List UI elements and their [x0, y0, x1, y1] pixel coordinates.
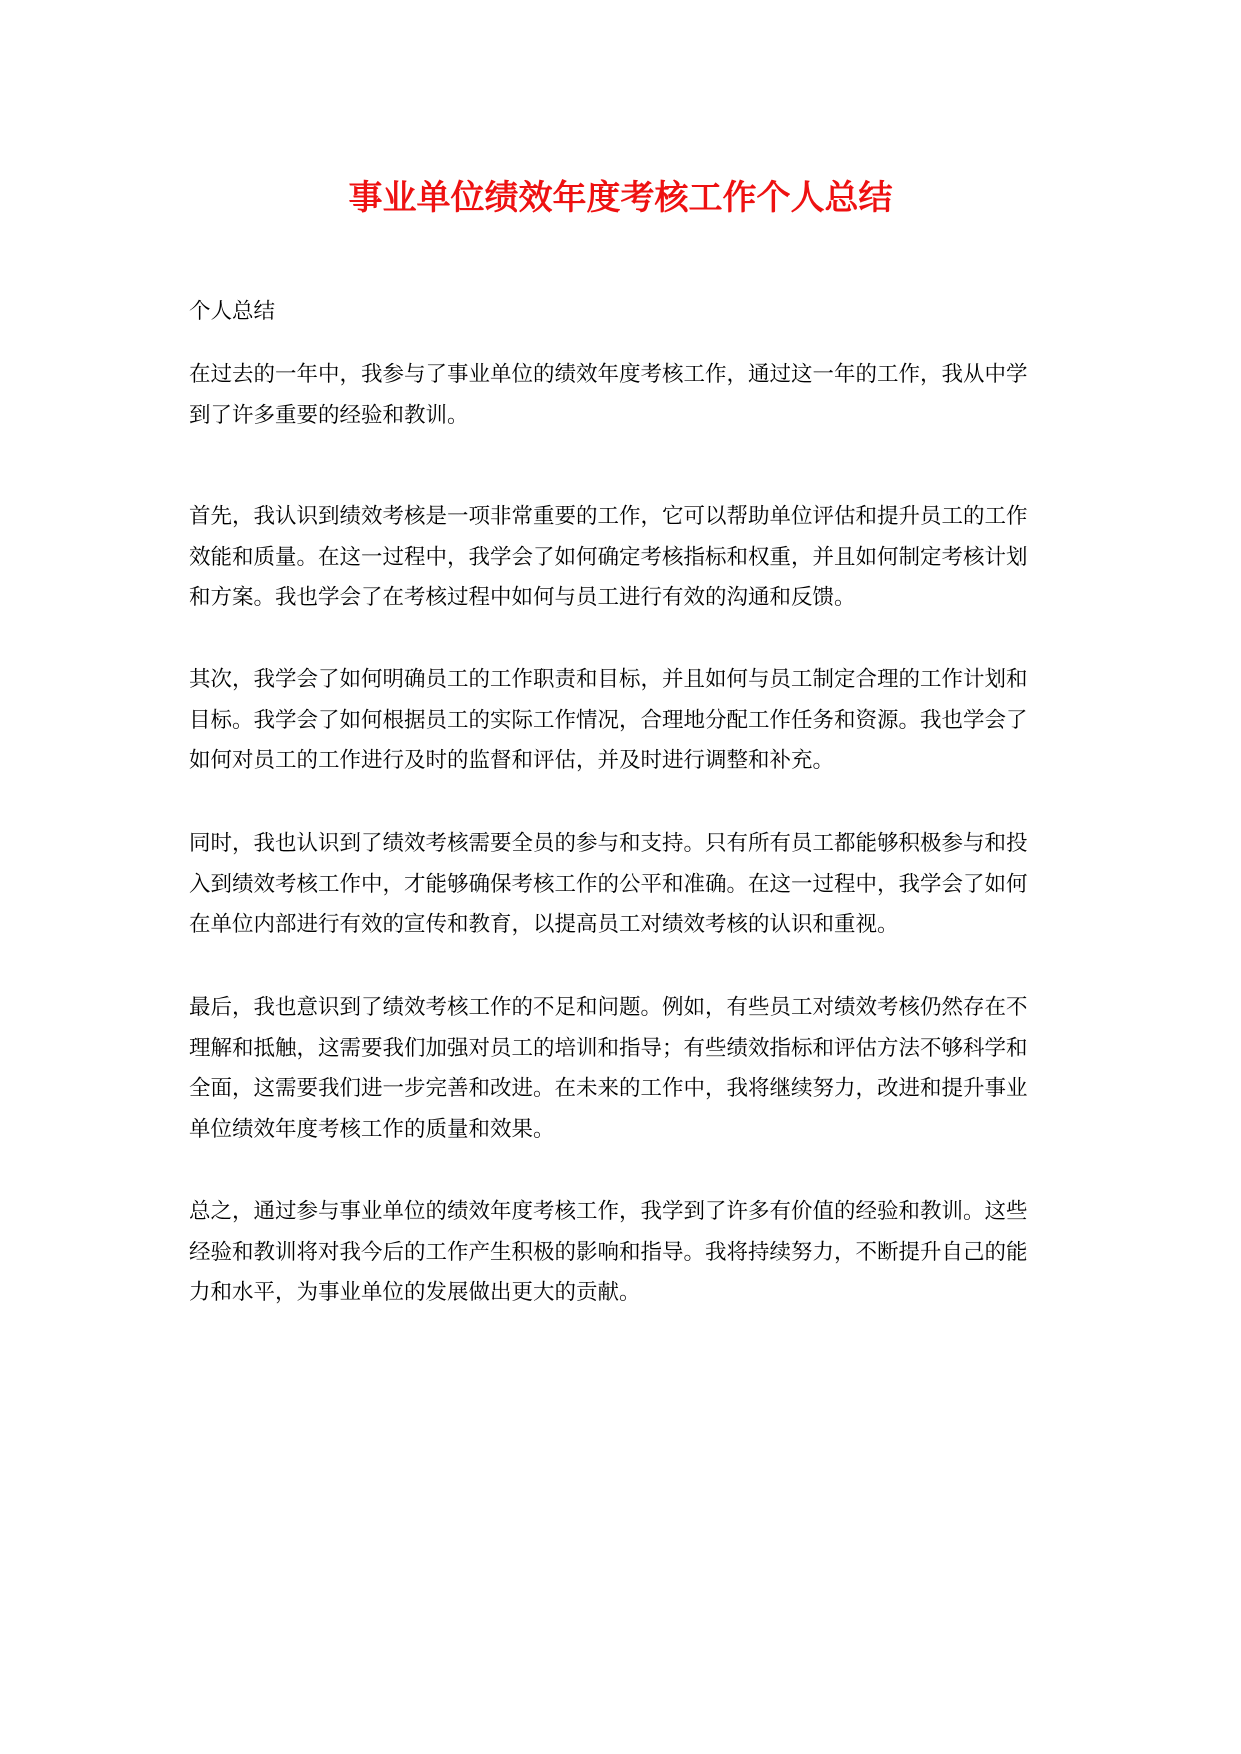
paragraph-4: 同时，我也认识到了绩效考核需要全员的参与和支持。只有所有员工都能够积极参与和投入到绩效考核工作中，才能够确保考核工作的公平和准确。在这一过程中，我学会了如何在单位内部进行有效的宣传和教育，以提高员工对绩效考核的认识和重视。	[189, 831, 1028, 937]
paragraph-3: 其次，我学会了如何明确员工的工作职责和目标，并且如何与员工制定合理的工作计划和目标。我学会了如何根据员工的实际工作情况，合理地分配工作任务和资源。我也学会了如何对员工的工作进行及时的监督和评估，并及时进行调整和补充。	[189, 667, 1028, 773]
paragraph-6: 总之，通过参与事业单位的绩效年度考核工作，我学到了许多有价值的经验和教训。这些经验和教训将对我今后的工作产生积极的影响和指导。我将持续努力，不断提升自己的能力和水平，为事业单位的发展做出更大的贡献。	[189, 1199, 1028, 1305]
paragraph-2: 首先，我认识到绩效考核是一项非常重要的工作，它可以帮助单位评估和提升员工的工作效能和质量。在这一过程中，我学会了如何确定考核指标和权重，并且如何制定考核计划和方案。我也学会了在考核过程中如何与员工进行有效的沟通和反馈。	[189, 504, 1028, 610]
section-subheading: 个人总结	[189, 299, 276, 324]
paragraph-5: 最后，我也意识到了绩效考核工作的不足和问题。例如，有些员工对绩效考核仍然存在不理解和抵触，这需要我们加强对员工的培训和指导；有些绩效指标和评估方法不够科学和全面，这需要我们进一步完善和改进。在未来的工作中，我将继续努力，改进和提升事业单位绩效年度考核工作的质量和效果。	[189, 995, 1028, 1142]
document-title: 事业单位绩效年度考核工作个人总结	[348, 178, 893, 218]
paragraph-1: 在过去的一年中，我参与了事业单位的绩效年度考核工作，通过这一年的工作，我从中学到了许多重要的经验和教训。	[189, 362, 1028, 428]
